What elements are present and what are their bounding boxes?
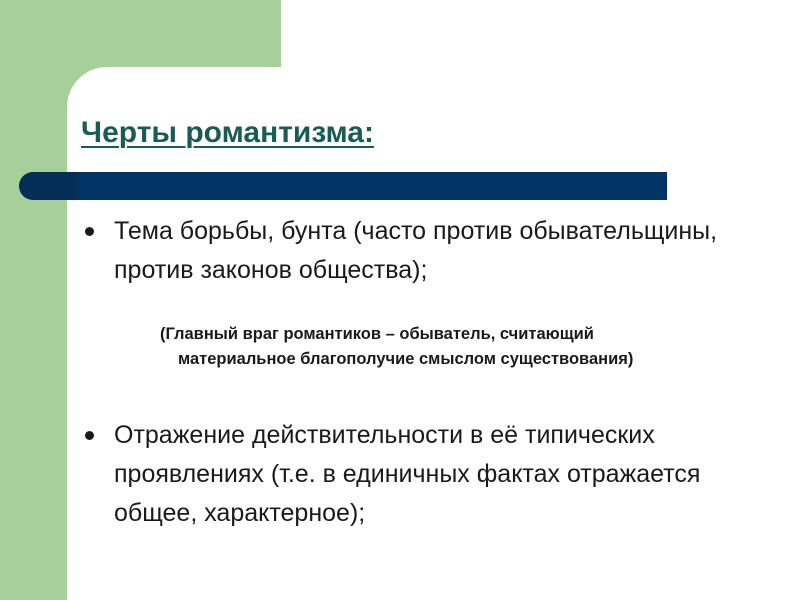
bullet-text-2: Отражение действительности в её типических проявлениях (т.е. в единичных фактах отражается общее, характерное); [114,421,701,527]
bullet-item-1 [85,212,735,290]
title-divider-bar [19,172,667,200]
sub-note: (Главный враг романтиков – обыватель, считающий материальное благополучие смыслом существования) [160,325,634,368]
slide-title: Черты романтизма: [81,116,374,149]
bullet-dot-icon [85,227,94,236]
bullet-item-2 [85,416,735,533]
bullet-text-1: Тема борьбы, бунта (часто против обывательщины, против законов общества); [114,217,718,284]
bullet-dot-icon [85,431,94,440]
